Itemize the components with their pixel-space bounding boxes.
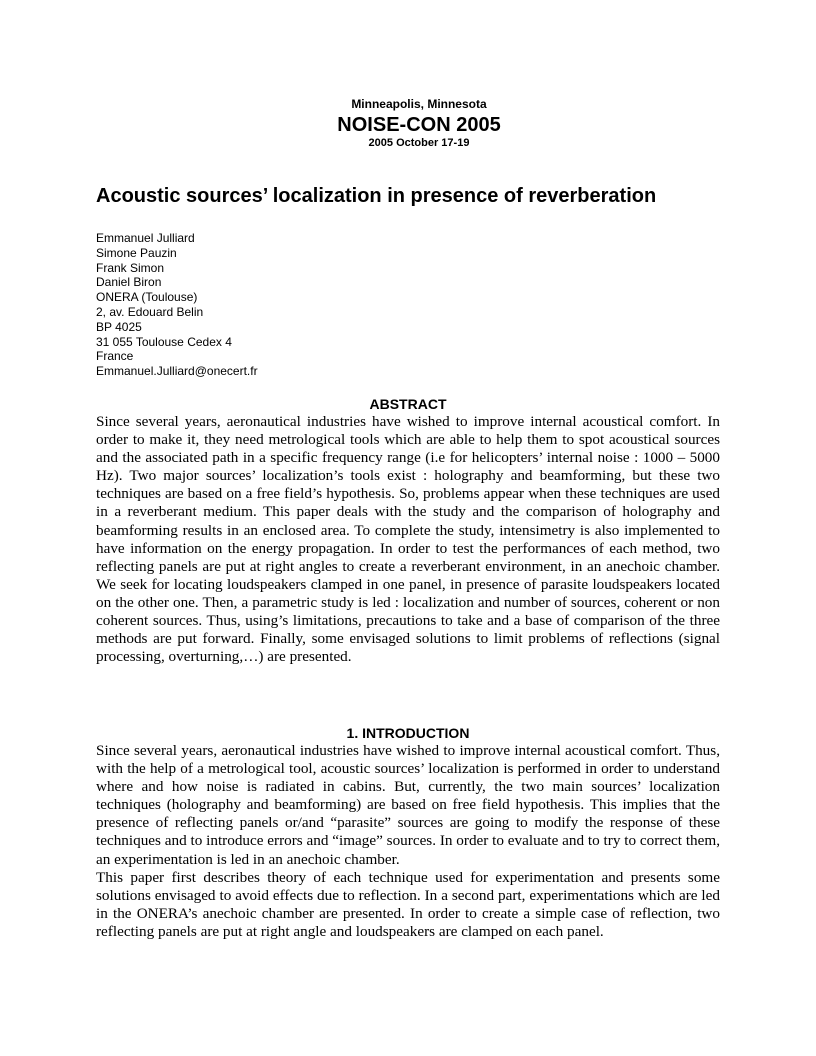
author-name: Emmanuel Julliard [96, 231, 195, 245]
address-line: 31 055 Toulouse Cedex 4 [96, 334, 232, 349]
conference-name: NOISE-CON 2005 [337, 114, 501, 136]
introduction-paragraph: This paper first describes theory of each technique used for experimentation and presents some solutions envisaged to avoid effects due to reflection. In a second part, experimentations which are led in the ONERA’s anechoic chamber are presented. In order to create a simple case of reflection, two reflecting panels are put at right angle and loudspeakers are clamped on each panel. [96, 869, 720, 941]
conference-location: Minneapolis, Minnesota [351, 97, 487, 111]
introduction-heading: 1. INTRODUCTION [346, 725, 470, 741]
author-name: Frank Simon [96, 260, 165, 275]
address-line: 2, av. Edouard Belin [96, 304, 204, 319]
abstract-text: Since several years, aeronautical industries have wished to improve internal acoustical comfort. In order to make it, they need metrological tools which are able to help them to spot acoustical sources and the associated path in a specific frequency range (i.e for helicopters’ internal noise : 1000 – 5000 Hz). Two major sources’ localization’s tools exist : holography and beamforming, but these two techniques are based on a free field’s hypothesis. So, problems appear when these techniques are used in a reverberant medium. This paper deals with the study and the comparison of holography and beamforming results in an enclosed area. To complete the study, intensimetry is also implemented to have information on the energy propagation. In order to test the performances of each method, two reflecting panels are put at right angles to create a reverberant environment, in an anechoic chamber. We seek for locating loudspeakers clamped in one panel, in presence of parasite loudspeakers located on the other one. Then, a parametric study is led : localization and number of sources, coherent or non coherent sources. Thus, using’s limitations, precautions to take and a base of comparison of the three methods are put forward. Finally, some envisaged solutions to limit problems of reflections (signal processing, overturning,…) are presented. [96, 413, 720, 666]
author-name: Daniel Biron [96, 275, 162, 290]
author-affiliation: ONERA (Toulouse) [96, 290, 198, 305]
author-block [96, 231, 258, 379]
conference-header [96, 97, 720, 150]
paper-title: Acoustic sources’ localization in presence of reverberation [96, 185, 657, 207]
abstract-heading: ABSTRACT [369, 396, 447, 412]
address-country: France [96, 349, 134, 364]
introduction-paragraph: Since several years, aeronautical industries have wished to improve internal acoustical comfort. Thus, with the help of a metrological tool, acoustic sources’ localization is performed in order to understand where and how noise is radiated in cabins. But, currently, the two main sources’ localization techniques (holography and beamforming) are based on free field hypothesis. This implies that the presence of reflecting panels or/and “parasite” sources are going to modify the response of these techniques and to introduce errors and “image” sources. In order to evaluate and to try to correct them, an experimentation is led in an anechoic chamber. [96, 742, 720, 868]
author-name: Simone Pauzin [96, 245, 177, 260]
conference-dates: 2005 October 17-19 [368, 137, 470, 149]
address-line: BP 4025 [96, 319, 142, 334]
author-email: Emmanuel.Julliard@onecert.fr [96, 364, 258, 379]
